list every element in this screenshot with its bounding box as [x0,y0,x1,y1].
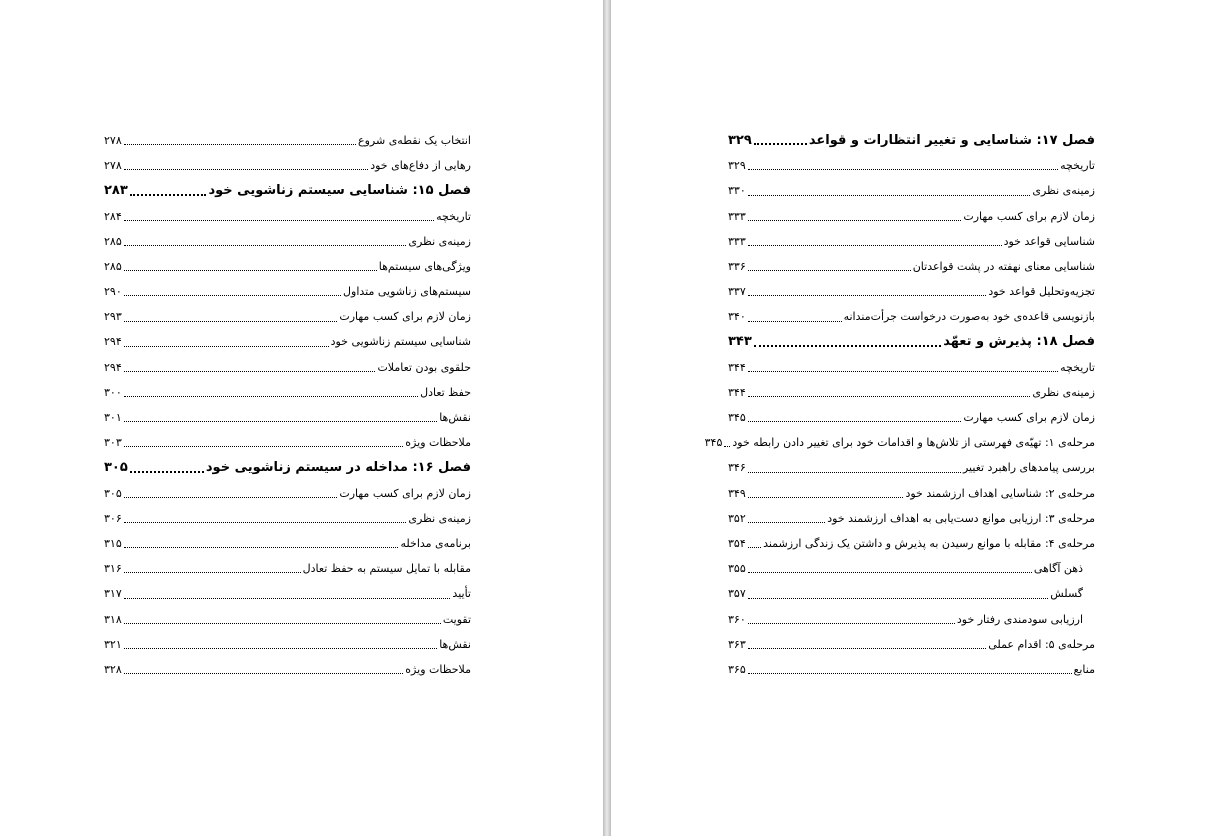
toc-page-number: ۳۴۵ [728,411,746,425]
left-page-toc [104,128,471,682]
toc-entry-title: بازنویسی قاعده‌ی خود به‌صورت درخواست جرأت‌مندانه [843,310,1095,324]
toc-entry [104,254,471,279]
toc-chapter-heading [104,455,471,480]
dot-leader [754,345,941,347]
toc-entry-title: بررسی پیامدهای راهبرد تغییر [962,461,1095,475]
toc-page-number: ۳۶۵ [728,662,746,676]
dot-leader [748,572,1032,573]
toc-entry-title: گسلش [1050,587,1083,601]
toc-entry [104,304,471,329]
toc-entry [728,581,1095,606]
toc-page-number: ۳۴۴ [728,385,746,399]
dot-leader [748,321,842,322]
dot-leader [130,471,204,473]
toc-page-number: ۳۰۵ [104,486,122,500]
toc-entry-title: زمان لازم برای کسب مهارت [339,310,471,324]
toc-entry-title: برنامه‌ی مداخله [400,536,471,550]
toc-entry [104,128,471,153]
toc-page-number: ۳۳۰ [728,184,746,198]
toc-page-number: ۳۵۴ [728,536,746,550]
toc-entry-title: نقش‌ها [439,637,471,651]
page-gutter [603,0,611,836]
toc-page-number: ۳۱۸ [104,612,122,626]
toc-page-number: ۲۸۴ [104,209,122,223]
toc-page-number: ۲۹۴ [104,335,122,349]
dot-leader [748,673,1072,674]
toc-entry [728,279,1095,304]
toc-entry [728,153,1095,178]
toc-page-number: ۳۲۹ [728,159,746,173]
dot-leader [754,143,807,145]
toc-entry [104,632,471,657]
dot-leader [748,522,826,523]
toc-entry-title: حلقوی بودن تعاملات [377,360,471,374]
toc-entry [728,405,1095,430]
toc-entry-title: انتخاب یک نقطه‌ی شروع [358,133,471,147]
toc-entry [704,430,1095,455]
dot-leader [124,547,399,548]
toc-entry-title: تجزیه‌وتحلیل قواعد خود [988,285,1095,299]
toc-entry [728,506,1095,531]
toc-page-number: ۳۲۹ [728,132,752,148]
toc-page-number: ۳۶۳ [728,637,746,651]
toc-entry-title: زمینه‌ی نظری [408,234,471,248]
dot-leader [124,598,451,599]
toc-page-number: ۳۲۱ [104,637,122,651]
toc-entry-title: ذهن آگاهی [1033,562,1083,576]
toc-entry [104,153,471,178]
toc-page-number: ۳۳۳ [728,234,746,248]
toc-entry [104,330,471,355]
toc-entry [728,607,1095,632]
dot-leader [748,472,961,473]
toc-entry-title: مرحله‌ی ۱: تهیّه‌ی فهرستی از تلاش‌ها و اقدامات خود برای تغییر دادن رابطه خود [732,436,1095,450]
dot-leader [124,321,338,322]
toc-page-number: ۳۴۰ [728,310,746,324]
toc-entry-title: سیستم‌های زناشویی متداول [343,285,471,299]
toc-entry-title: فصل ۱۸: پذیرش و تعهّد [943,334,1095,350]
toc-page-number: ۳۴۵ [704,436,723,450]
toc-chapter-heading [728,128,1095,153]
toc-page-number: ۲۹۴ [104,360,122,374]
dot-leader [130,194,207,196]
dot-leader [124,295,341,296]
dot-leader [124,169,368,170]
toc-entry-title: فصل ۱۷: شناسایی و تغییر انتظارات و قواعد [808,132,1095,148]
toc-entry [728,632,1095,657]
dot-leader [748,421,962,422]
toc-page-number: ۲۹۰ [104,285,122,299]
toc-page-number: ۲۸۵ [104,234,122,248]
dot-leader [124,673,404,674]
dot-leader [748,195,1031,196]
toc-entry [728,556,1095,581]
dot-leader [748,295,987,296]
toc-entry-title: نقش‌ها [439,411,471,425]
toc-entry-title: منابع [1073,662,1095,676]
toc-entry [728,657,1095,682]
dot-leader [748,220,962,221]
toc-entry [104,405,471,430]
toc-page-number: ۳۰۱ [104,411,122,425]
dot-leader [748,245,1002,246]
toc-entry-title: مرحله‌ی ۳: ارزیابی موانع دست‌یابی به اهداف ارزشمند خود [827,511,1095,525]
dot-leader [748,270,911,271]
toc-page-number: ۳۳۷ [728,285,746,299]
dot-leader [124,245,407,246]
toc-entry-title: ارزیابی سودمندی رفتار خود [956,612,1083,626]
dot-leader [124,497,338,498]
toc-entry [104,279,471,304]
toc-page-number: ۳۱۶ [104,562,122,576]
toc-page-number: ۳۰۰ [104,385,122,399]
dot-leader [124,396,418,397]
dot-leader [748,623,955,624]
toc-entry-title: زمان لازم برای کسب مهارت [963,209,1095,223]
toc-entry-title: تأیید [452,587,471,601]
toc-page-number: ۳۵۵ [728,562,746,576]
toc-entry [728,481,1095,506]
dot-leader [124,572,301,573]
toc-entry-title: ملاحظات ویژه [405,436,471,450]
toc-entry [104,204,471,229]
toc-entry [104,229,471,254]
toc-chapter-heading [728,330,1095,355]
toc-page-number: ۲۹۳ [104,310,122,324]
toc-entry-title: زمان لازم برای کسب مهارت [963,411,1095,425]
toc-entry-title: حفظ تعادل [420,385,471,399]
toc-page-number: ۳۲۸ [104,662,122,676]
toc-entry-title: شناسایی قواعد خود [1003,234,1095,248]
toc-chapter-heading [104,178,471,203]
toc-entry-title: تاریخچه [1060,159,1095,173]
toc-entry [104,380,471,405]
toc-entry [728,531,1095,556]
dot-leader [748,371,1058,372]
toc-entry [104,481,471,506]
toc-page-number: ۲۷۸ [104,133,122,147]
toc-entry-title: مرحله‌ی ۵: اقدام عملی [988,637,1095,651]
toc-entry-title: تاریخچه [1060,360,1095,374]
dot-leader [124,522,407,523]
toc-entry [728,380,1095,405]
dot-leader [748,497,904,498]
toc-entry-title: رهایی از دفاع‌های خود [370,159,471,173]
toc-entry-title: زمینه‌ی نظری [1032,385,1095,399]
dot-leader [124,346,329,347]
toc-page-number: ۳۴۹ [728,486,746,500]
toc-page-number: ۳۵۲ [728,511,746,525]
toc-page-number: ۳۱۵ [104,536,122,550]
toc-entry [104,506,471,531]
toc-entry [104,657,471,682]
dot-leader [748,169,1058,170]
toc-entry-title: ویژگی‌های سیستم‌ها [378,259,471,273]
toc-entry-title: فصل ۱۵: شناسایی سیستم زناشویی خود [208,183,471,199]
toc-entry [728,455,1095,480]
toc-page-number: ۳۰۳ [104,436,122,450]
toc-page-number: ۳۶۰ [728,612,746,626]
toc-entry [104,556,471,581]
toc-page-number: ۳۱۷ [104,587,122,601]
dot-leader [724,446,730,447]
toc-entry [104,531,471,556]
toc-entry [104,607,471,632]
toc-page-number: ۳۴۳ [728,334,752,350]
toc-entry-title: زمینه‌ی نظری [1032,184,1095,198]
toc-page-number: ۲۸۵ [104,259,122,273]
toc-entry [728,304,1095,329]
toc-entry-title: شناسایی معنای نهفته در پشت قواعدتان [912,259,1095,273]
toc-entry-title: زمان لازم برای کسب مهارت [339,486,471,500]
toc-page-number: ۳۴۶ [728,461,746,475]
dot-leader [124,446,404,447]
dot-leader [124,270,377,271]
toc-entry-title: شناسایی سیستم زناشویی خود [330,335,471,349]
toc-page-number: ۳۳۶ [728,259,746,273]
dot-leader [124,421,437,422]
dot-leader [748,648,987,649]
toc-entry [104,430,471,455]
toc-entry [728,229,1095,254]
toc-entry-title: مرحله‌ی ۲: شناسایی اهداف ارزشمند خود [905,486,1095,500]
toc-page-number: ۲۸۳ [104,183,128,199]
toc-entry [104,355,471,380]
toc-entry [728,204,1095,229]
right-page-toc [704,128,1095,682]
dot-leader [748,598,1049,599]
dot-leader [748,547,761,548]
dot-leader [124,144,356,145]
dot-leader [124,623,441,624]
toc-entry [728,355,1095,380]
toc-page-number: ۲۷۸ [104,159,122,173]
toc-entry-title: تقویت [442,612,471,626]
toc-page-number: ۳۴۴ [728,360,746,374]
toc-entry [104,581,471,606]
toc-page-number: ۳۰۶ [104,511,122,525]
dot-leader [124,648,437,649]
dot-leader [748,396,1031,397]
toc-entry [728,178,1095,203]
dot-leader [124,220,434,221]
toc-page-number: ۳۳۳ [728,209,746,223]
toc-entry-title: مقابله با تمایل سیستم به حفظ تعادل [302,562,471,576]
toc-entry-title: زمینه‌ی نظری [408,511,471,525]
toc-entry-title: فصل ۱۶: مداخله در سیستم زناشویی خود [205,460,471,476]
dot-leader [124,371,376,372]
toc-entry-title: ملاحظات ویژه [405,662,471,676]
toc-entry-title: مرحله‌ی ۴: مقابله با موانع رسیدن به پذیرش و داشتن یک زندگی ارزشمند [763,536,1095,550]
toc-entry [728,254,1095,279]
toc-page-number: ۳۰۵ [104,460,128,476]
toc-page-number: ۳۵۷ [728,587,746,601]
toc-entry-title: تاریخچه [436,209,471,223]
